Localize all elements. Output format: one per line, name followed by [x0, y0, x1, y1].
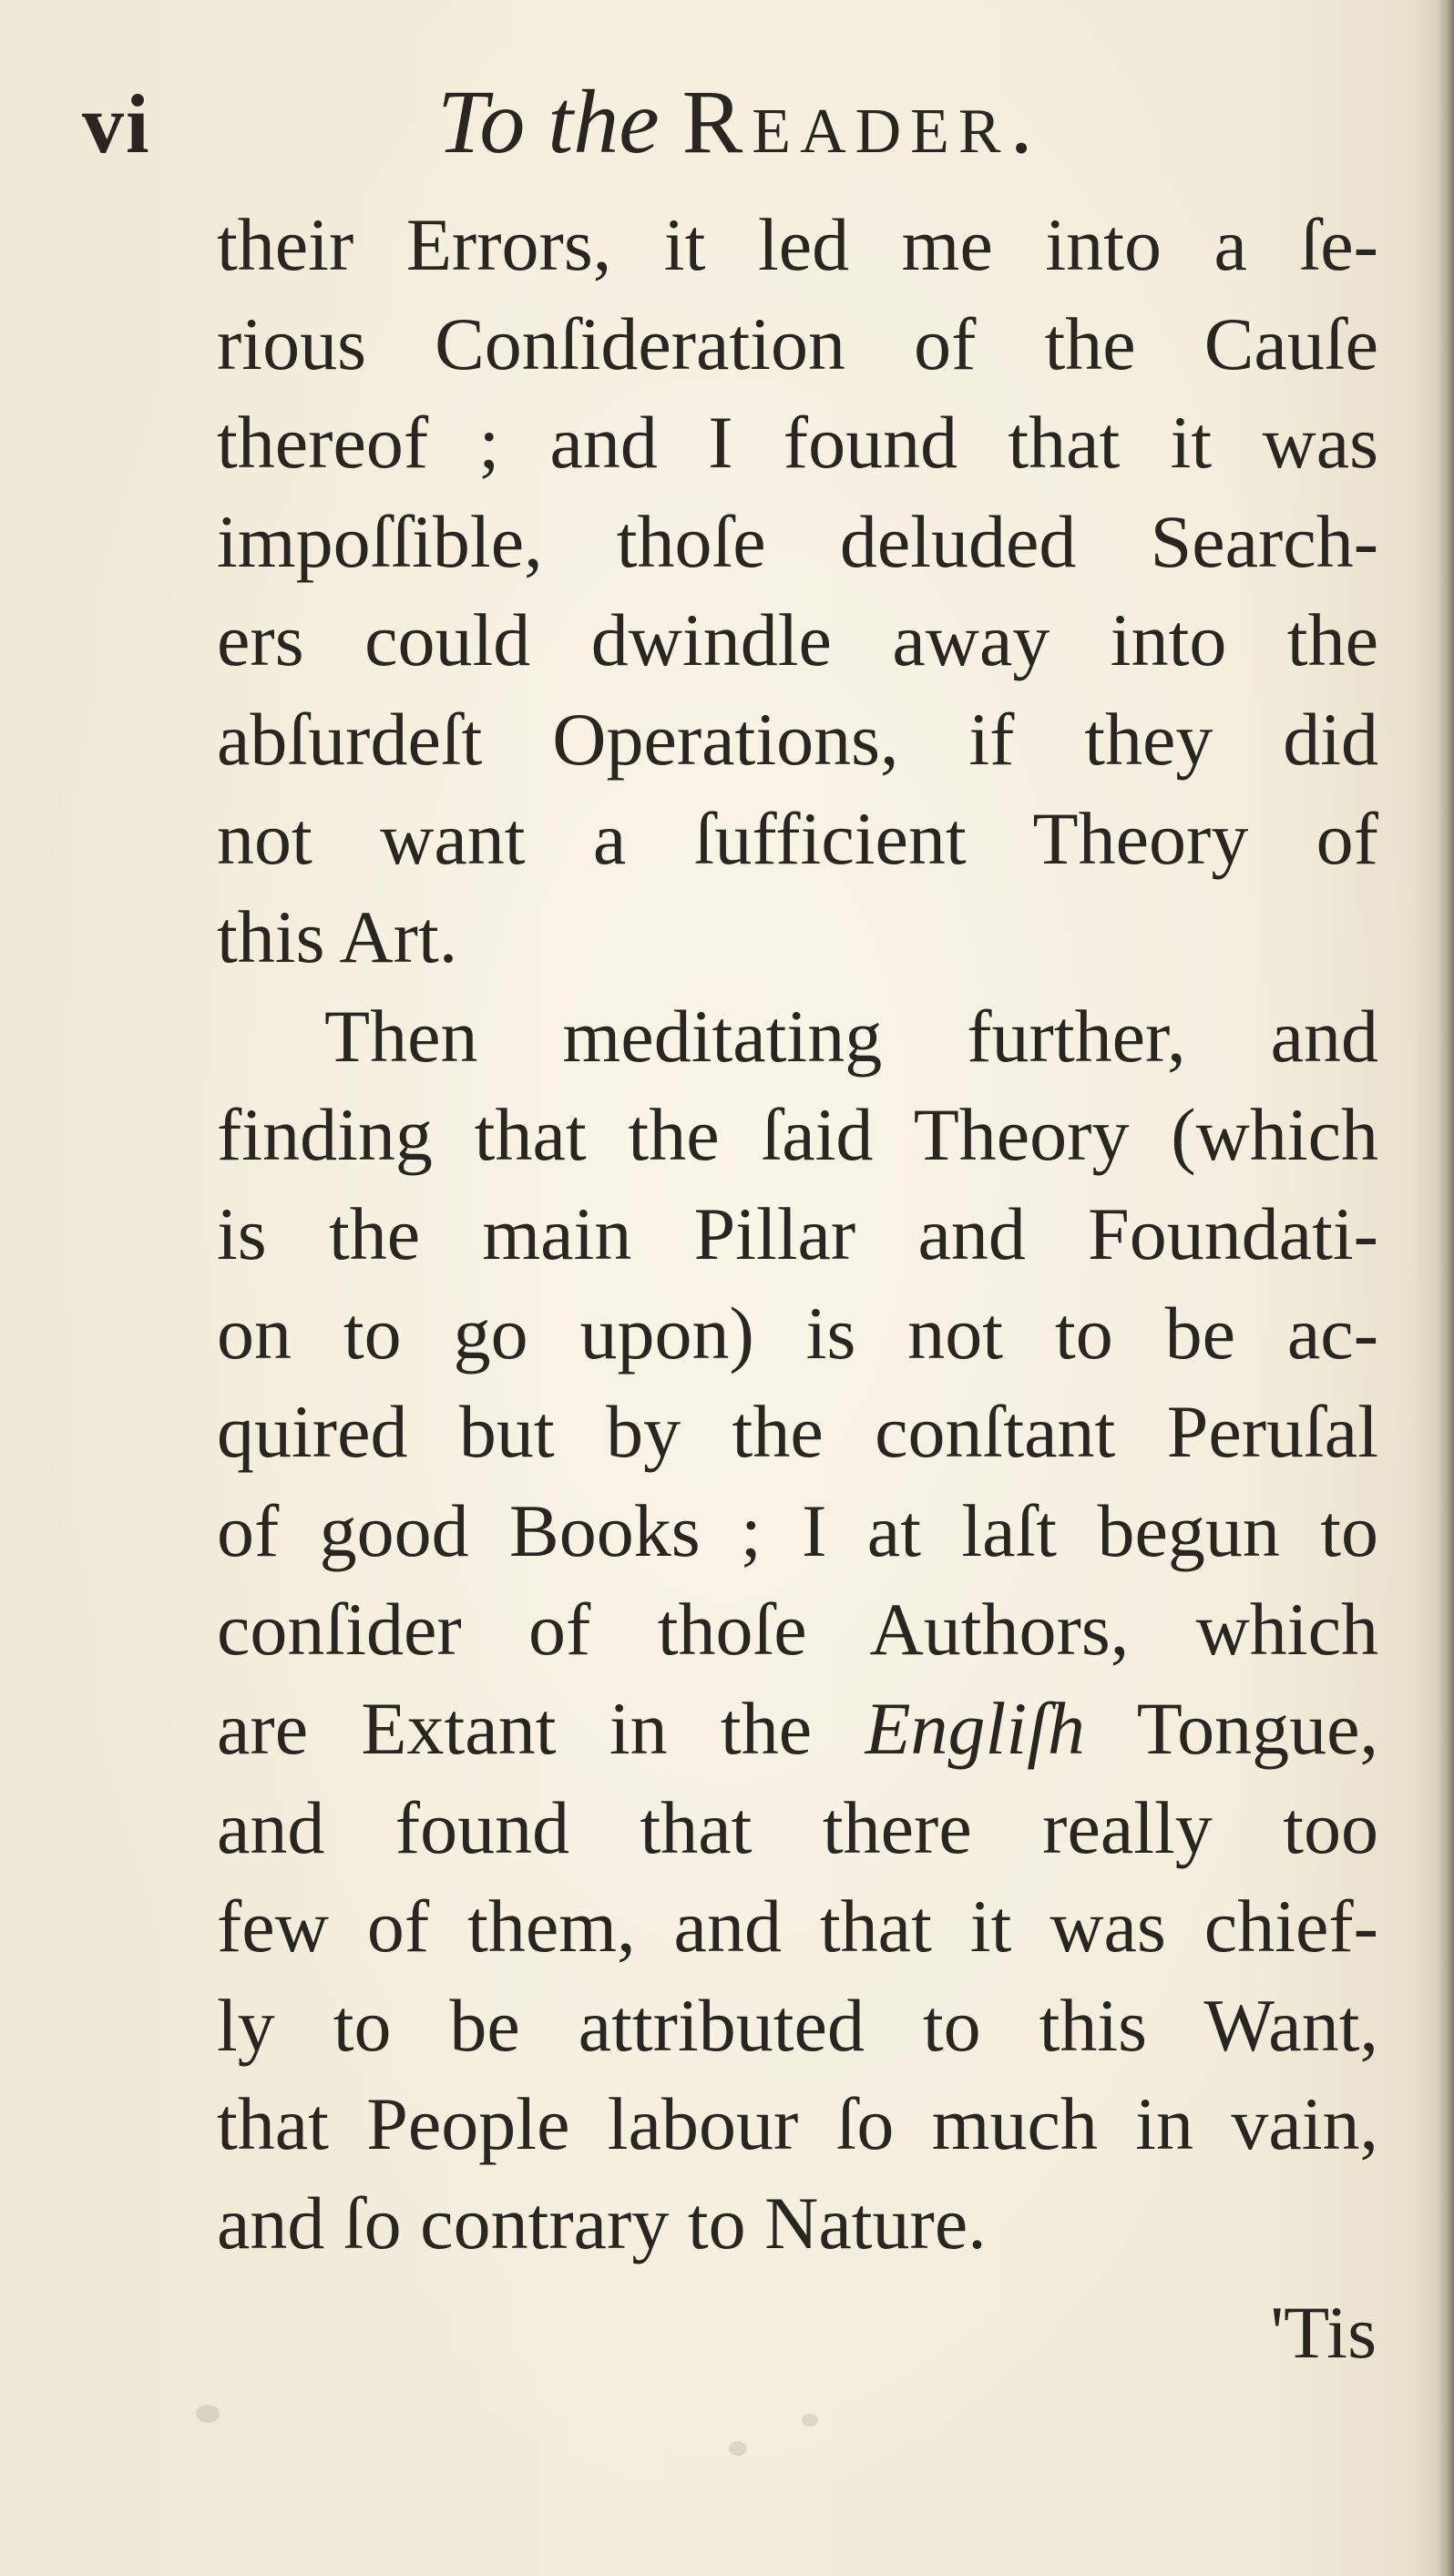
text-line: impoſſible, thoſe deluded Search-: [217, 499, 1378, 583]
text-line: ly to be attributed to this Want,: [217, 1983, 1378, 2067]
italic-word: Engliſh: [865, 1686, 1085, 1770]
text-line: and found that there really too: [217, 1785, 1378, 1869]
text-line: on to go upon) is not to be ac-: [217, 1291, 1378, 1375]
text-line: this Art.: [217, 895, 458, 979]
body-text: [217, 196, 1383, 2273]
text-line: of good Books ; I at laſt begun to: [217, 1488, 1378, 1572]
paper-stain: [802, 2414, 818, 2427]
page-edge-shadow: [1438, 0, 1454, 2576]
running-title-smallcaps: Reader.: [681, 71, 1042, 172]
text-line: finding that the ſaid Theory (which: [217, 1093, 1378, 1177]
text-line: abſurdeſt Operations, if they did: [217, 697, 1378, 781]
catchword: 'Tis: [1270, 2291, 1377, 2374]
text-fragment: are Extant in the: [217, 1686, 865, 1770]
text-line: not want a ſufficient Theory of: [217, 796, 1378, 880]
text-line: quired but by the conſtant Peruſal: [217, 1390, 1378, 1474]
paper-stain: [729, 2441, 747, 2456]
text-line: ers could dwindle away into the: [217, 598, 1378, 682]
text-line: rious Conſideration of the Cauſe: [217, 302, 1378, 385]
paper-stain: [196, 2405, 220, 2423]
text-line: is the main Pillar and Foundati-: [217, 1191, 1378, 1275]
running-title: [437, 71, 1042, 172]
text-line: and ſo contrary to Nature.: [217, 2181, 987, 2264]
text-fragment: Tongue,: [1084, 1686, 1379, 1770]
running-title-italic: To the: [437, 71, 660, 172]
text-line: conſider of thoſe Authors, which: [217, 1588, 1378, 1671]
text-line: their Errors, it led me into a ſe-: [217, 203, 1378, 286]
page-number: vi: [82, 77, 151, 170]
text-line: thereof ; and I found that it was: [217, 401, 1378, 485]
text-line: that People labour ſo much in vain,: [217, 2082, 1378, 2166]
text-line: Then meditating further, and: [324, 994, 1378, 1078]
text-line-with-italic: [217, 1680, 1378, 1779]
running-header: [82, 64, 1266, 182]
text-line: few of them, and that it was chief-: [217, 1885, 1378, 1968]
